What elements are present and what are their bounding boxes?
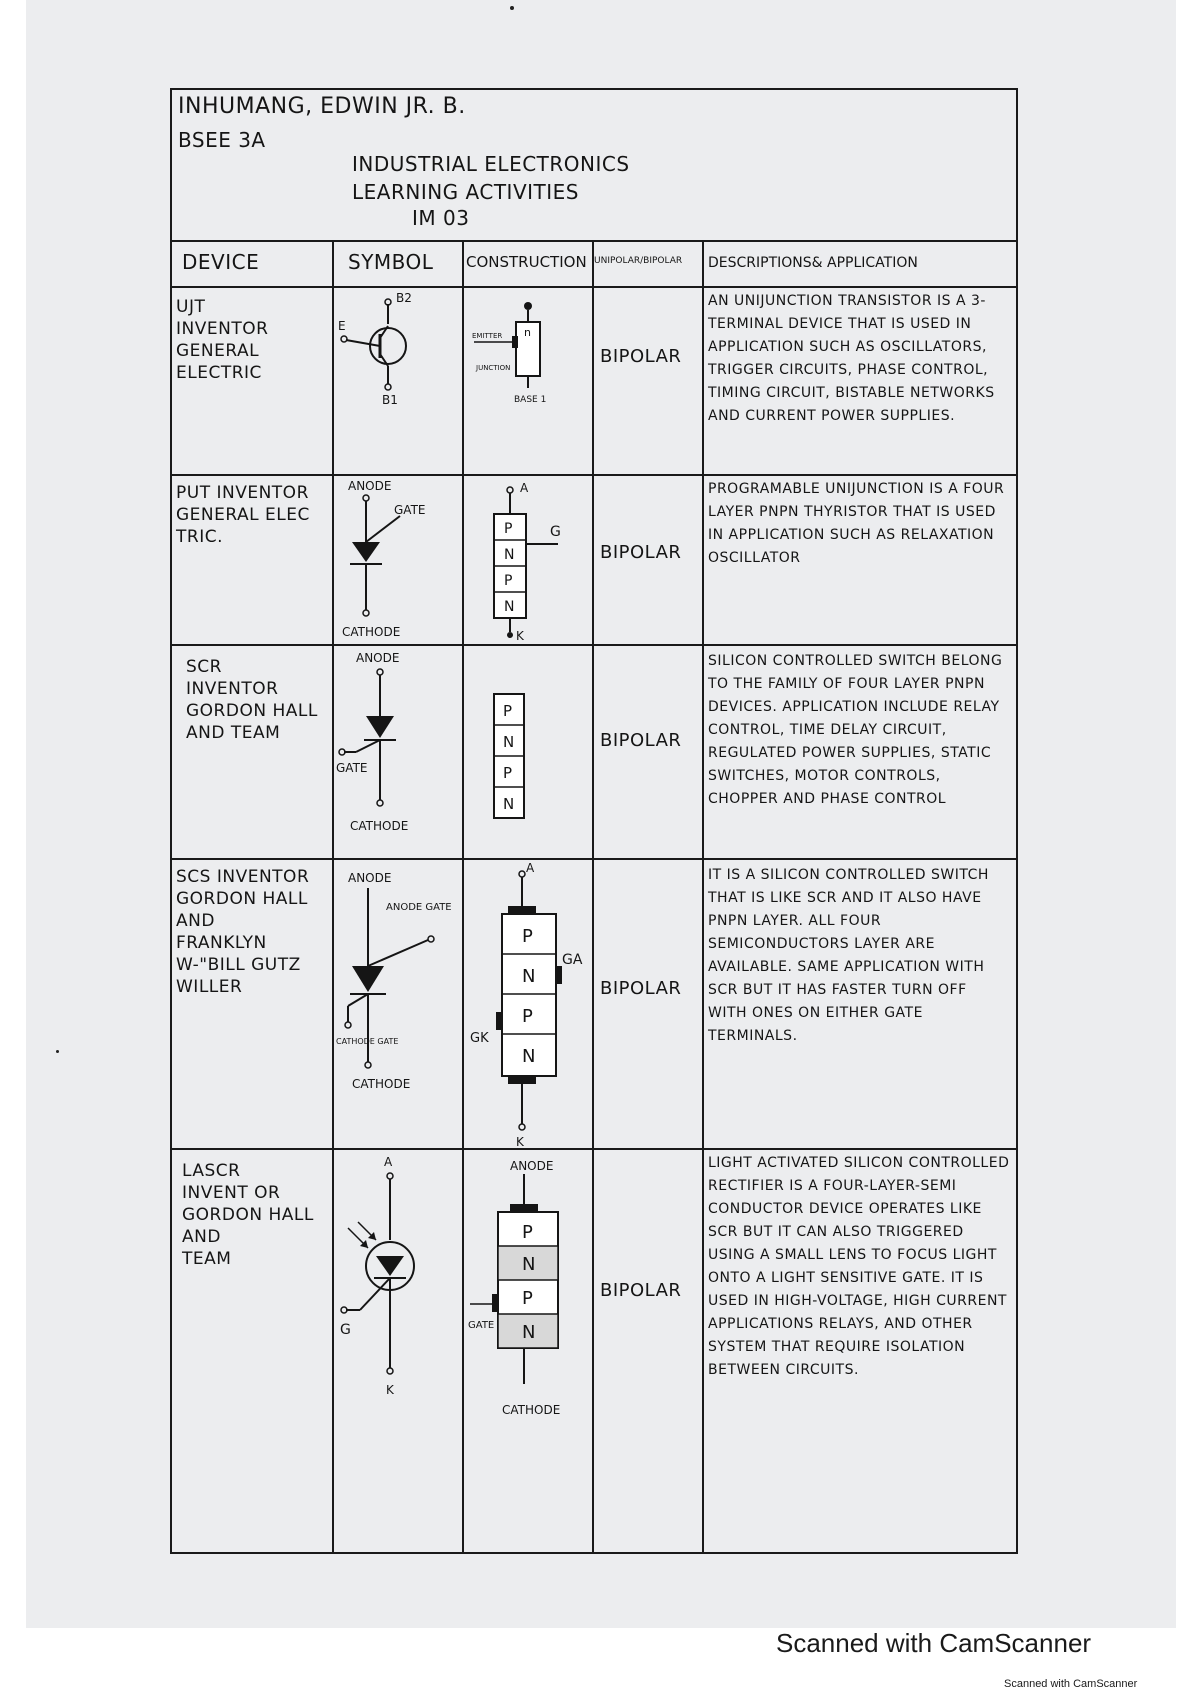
col-divider [702,240,704,1554]
col-header-symbol: SYMBOL [348,250,434,274]
ujt-base-label: BASE 1 [514,395,547,405]
camscanner-watermark: Scanned with CamScanner [776,1628,1092,1658]
put-cathode-label: CATHODE [342,625,401,639]
device-put: PUT INVENTOR GENERAL ELEC TRIC. [176,483,310,547]
activity-table [170,88,1018,1554]
lascr-k-label: K [386,1383,394,1397]
row-divider [172,474,1018,476]
lascr-layer: P [522,1222,533,1243]
scr-symbol [336,650,456,850]
col-divider [332,240,334,1554]
ujt-e-label: E [338,319,346,333]
type-ujt: BIPOLAR [600,346,682,367]
description-scr: SILICON CONTROLLED SWITCH BELONG TO THE FAMILY OF FOUR LAYER PNPN DEVICES. APPLICATION INCLUDE RELAY CONTROL, TIME DELAY CIRCUIT, REGULATED POWER SUPPLIES, STATIC SWITCHES, MOTOR CONTROLS, CHOPPER AND PHASE CONTROL [708,653,1003,807]
device-scs: SCS INVENTOR GORDON HALL AND FRANKLYN W-"BILL GUTZ WILLER [176,867,310,997]
scs-layer: N [522,1046,536,1067]
scr-construction [466,650,580,850]
lascr-gate-label: GATE [468,1320,495,1331]
put-symbol [336,478,456,644]
scs-anode-label: ANODE [348,871,392,885]
lascr-anode-label: ANODE [510,1159,554,1173]
ujt-junction-label: JUNCTION [476,364,511,372]
ujt-symbol [336,292,456,412]
ujt-emitter-label: EMITTER [472,332,503,340]
scs-layer: P [522,926,533,947]
device-ujt: UJT INVENTOR GENERAL ELECTRIC [176,297,269,383]
row-divider [172,858,1018,860]
col-header-construction: CONSTRUCTION [466,253,587,271]
scs-symbol [336,862,456,1102]
description-scs: IT IS A SILICON CONTROLLED SWITCH THAT IS LIKE SCR AND IT ALSO HAVE PNPN LAYER. ALL FOUR SEMICONDUCTORS LAYER ARE AVAILABLE. SAME APPLICATION WITH SCR BUT IT HAS FASTER TURN OFF WITH ONES ON EITHER GATE TERMINALS. [708,867,989,1044]
description-lascr: LIGHT ACTIVATED SILICON CONTROLLED RECTIFIER IS A FOUR-LAYER-SEMI CONDUCTOR DEVICE OPERATES LIKE SCR BUT IT CAN ALSO TRIGGERED USING A SMALL LENS TO FOCUS LIGHT ONTO A LIGHT SENSITIVE GATE. IT IS USED IN HIGH-VOLTAGE, HIGH CURRENT APPLICATIONS RELAYS, AND OTHER SYSTEM THAT REQUIRE ISOLATION BETWEEN CIRCUITS. [708,1155,1010,1378]
lascr-construction [466,1152,580,1442]
put-layer: P [504,521,513,537]
type-scr: BIPOLAR [600,730,682,751]
lascr-symbol [336,1152,456,1412]
scs-cathode-label: CATHODE [352,1077,411,1091]
description-ujt: AN UNIJUNCTION TRANSISTOR IS A 3-TERMINAL DEVICE THAT IS USED IN APPLICATION SUCH AS OSCILLATORS, TRIGGER CIRCUITS, PHASE CONTROL, TIMING CIRCUIT, BISTABLE NETWORKS AND CURRENT POWER SUPPLIES. [708,293,995,424]
device-lascr: LASCR INVENT OR GORDON HALL AND TEAM [182,1161,314,1269]
header-divider [172,240,1018,242]
scr-cathode-label: CATHODE [350,819,409,833]
scr-layer: P [503,764,513,782]
scs-cathode-gate-label: CATHODE GATE [336,1037,399,1046]
device-scr: SCR INVENTOR GORDON HALL AND TEAM [186,657,318,743]
column-header-divider [172,286,1018,288]
col-divider [592,240,594,1554]
col-divider [462,240,464,1554]
lascr-layer: N [522,1254,536,1275]
student-name: INHUMANG, EDWIN JR. B. [178,94,466,119]
ujt-construction [466,296,580,426]
lascr-layer: N [522,1322,536,1343]
description-put: PROGRAMABLE UNIJUNCTION IS A FOUR LAYER PNPN THYRISTOR THAT IS USED IN APPLICATION SUCH AS RELAXATION OSCILLATOR [708,481,1005,566]
put-layer: N [504,547,515,563]
ujt-b2-label: B2 [396,291,412,305]
type-scs: BIPOLAR [600,978,682,999]
student-section: BSEE 3A [178,128,266,152]
module-code: IM 03 [412,206,470,230]
scr-layer: N [503,795,515,813]
scs-ga-label: GA [562,952,583,968]
ujt-n-label: n [524,326,531,339]
scs-anode-gate-label: ANODE GATE [386,902,452,913]
put-layer: N [504,599,515,615]
scr-layer: N [503,733,515,751]
col-header-description: DESCRIPTIONS& APPLICATION [708,255,918,271]
ujt-b1-label: B1 [382,393,398,407]
put-construction [466,478,580,644]
scs-k-label: K [516,1135,524,1149]
lascr-a-label: A [384,1155,393,1169]
scr-layer: P [503,702,513,720]
activity-title: INDUSTRIAL ELECTRONICS LEARNING ACTIVITIES [352,152,630,204]
row-divider [172,644,1018,646]
scr-anode-label: ANODE [356,651,400,665]
scr-gate-label: GATE [336,761,368,775]
row-divider [172,1148,1018,1150]
type-lascr: BIPOLAR [600,1280,682,1301]
type-put: BIPOLAR [600,542,682,563]
scs-a-label: A [526,861,535,875]
put-g-label: G [550,524,561,540]
put-k-label: K [516,629,524,643]
scs-layer: P [522,1006,533,1027]
put-a-label: A [520,481,529,495]
camscanner-watermark-small: Scanned with CamScanner [1004,1678,1138,1690]
scan-speck [56,1050,59,1053]
scan-speck [510,6,514,10]
lascr-layer: P [522,1288,533,1309]
scs-gk-label: GK [470,1031,489,1046]
col-header-type: UNIPOLAR/BIPOLAR [594,256,683,266]
scs-construction [466,861,583,1152]
scs-layer: N [522,966,536,987]
put-layer: P [504,573,513,589]
put-anode-label: ANODE [348,479,392,493]
lascr-g-label: G [340,1322,351,1338]
put-gate-label: GATE [394,503,426,517]
lascr-cathode-label: CATHODE [502,1403,561,1417]
col-header-device: DEVICE [182,250,260,274]
